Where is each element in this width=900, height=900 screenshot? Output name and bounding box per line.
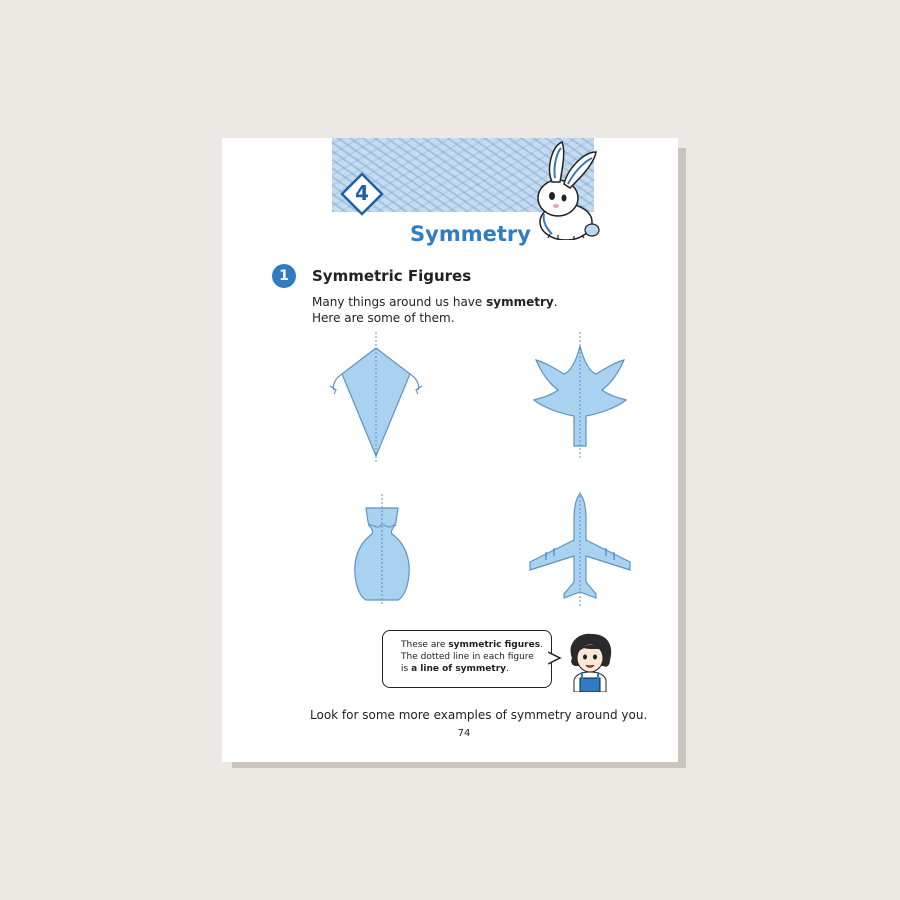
bubble-line-3-end: .	[506, 664, 509, 674]
footer-text: Look for some more examples of symmetry around you.	[310, 708, 648, 722]
girl-illustration	[564, 632, 616, 692]
bubble-line-2: The dotted line in each figure	[401, 652, 534, 662]
intro-line-1	[312, 294, 558, 310]
chapter-number: 4	[355, 181, 369, 205]
airplane-figure	[526, 490, 634, 608]
speech-bubble	[382, 630, 552, 688]
kite-figure	[326, 328, 426, 466]
chapter-title: Symmetry	[410, 222, 531, 246]
speech-bubble-tail	[548, 650, 562, 666]
bubble-line-3	[401, 663, 543, 675]
bubble-keyword-1: symmetric figures	[448, 640, 541, 650]
bubble-line-1	[401, 639, 543, 651]
leaf-figure	[532, 328, 628, 464]
textbook-page	[222, 138, 678, 762]
vase-figure	[340, 492, 424, 608]
bubble-line-3-text: is	[401, 664, 412, 674]
bubble-line-1-text: These are	[401, 640, 449, 650]
section-title: Symmetric Figures	[312, 267, 472, 285]
bubble-line-1-end: .	[540, 640, 543, 650]
intro-line-2: Here are some of them.	[312, 311, 455, 325]
intro-keyword: symmetry	[486, 295, 554, 309]
page-number: 74	[457, 728, 471, 739]
intro-line-1-text: Many things around us have	[312, 295, 487, 309]
bubble-keyword-2: a line of symmetry	[411, 664, 507, 674]
intro-text	[312, 294, 558, 326]
section-number: 1	[272, 264, 296, 288]
intro-line-1-end: .	[553, 295, 558, 309]
speech-bubble-text	[401, 639, 543, 675]
